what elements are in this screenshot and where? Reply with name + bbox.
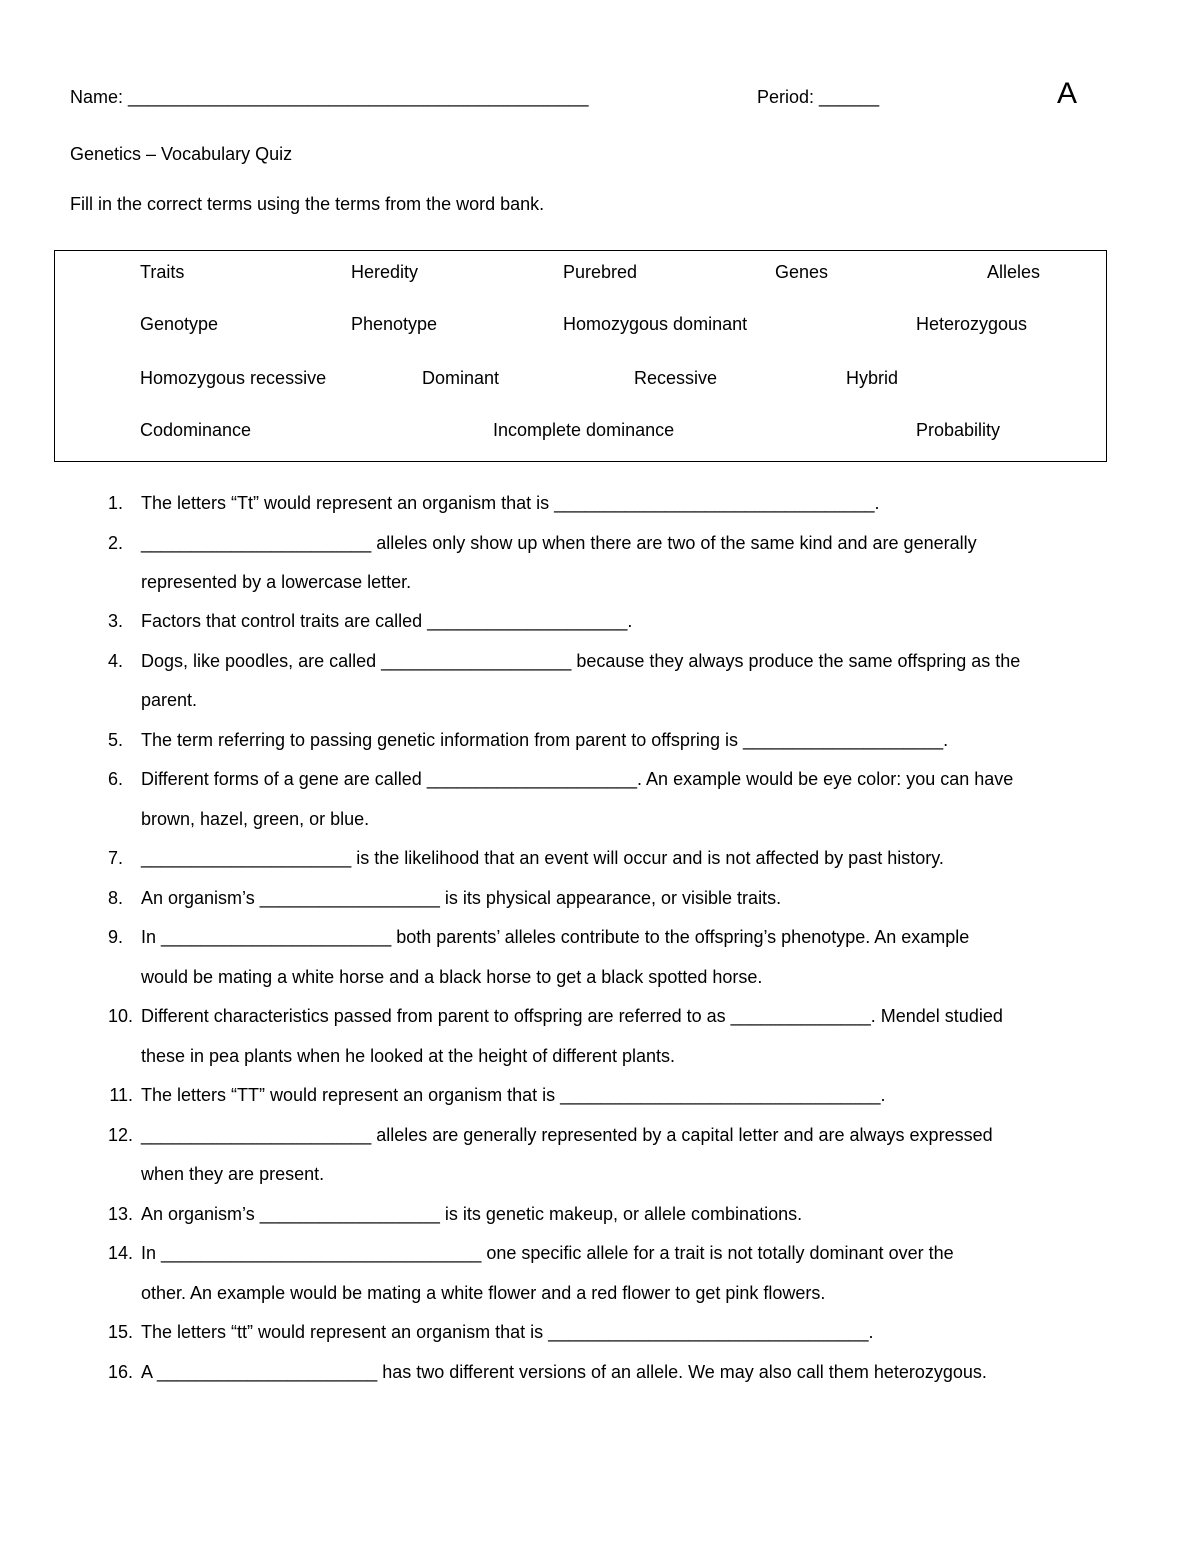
question-text[interactable]: A ______________________ has two different versions of an allele. We may also call them heterozygous. [141, 1362, 987, 1382]
question-number: 16. [107, 1362, 133, 1382]
word-bank-term: Genes [775, 262, 829, 282]
word-bank-term: Traits [140, 262, 185, 282]
question-number: 10. [107, 1006, 133, 1026]
question-text-continued: brown, hazel, green, or blue. [141, 809, 370, 829]
question-text[interactable]: In ________________________________ one specific allele for a trait is not totally dominant over the [141, 1243, 954, 1263]
word-bank-term: Heredity [351, 262, 419, 282]
question-text-continued: other. An example would be mating a white flower and a red flower to get pink flowers. [141, 1283, 826, 1303]
question-text[interactable]: Different forms of a gene are called _____________________. An example would be eye color: you can have [141, 769, 1014, 789]
question-text[interactable]: The term referring to passing genetic information from parent to offspring is ____________________. [141, 730, 949, 750]
question-text-continued: represented by a lowercase letter. [141, 572, 412, 592]
question-text[interactable]: _____________________ is the likelihood that an event will occur and is not affected by past history. [141, 848, 944, 868]
question-text[interactable]: An organism’s __________________ is its genetic makeup, or allele combinations. [141, 1204, 803, 1224]
question-text[interactable]: In _______________________ both parents’ alleles contribute to the offspring’s phenotype. An example [141, 927, 970, 947]
word-bank-term: Purebred [563, 262, 638, 282]
question-text[interactable]: _______________________ alleles only show up when there are two of the same kind and are generally [141, 533, 977, 553]
word-bank-row [55, 368, 1106, 392]
question-number: 12. [107, 1125, 133, 1145]
question-number: 14. [107, 1243, 133, 1263]
question-number: 3. [107, 611, 123, 631]
word-bank-row [55, 314, 1106, 338]
word-bank-term: Codominance [140, 420, 252, 440]
question-text[interactable]: The letters “tt” would represent an organism that is ________________________________. [141, 1322, 874, 1342]
question-number: 1. [107, 493, 123, 513]
question-number: 7. [107, 848, 123, 868]
question-text[interactable]: Factors that control traits are called ____________________. [141, 611, 633, 631]
name-field[interactable]: Name: ______________________________________________ [70, 87, 589, 107]
period-field[interactable]: Period: ______ [757, 87, 880, 107]
question-number: 4. [107, 651, 123, 671]
page-title: Genetics – Vocabulary Quiz [70, 144, 293, 164]
quiz-version: A [1057, 77, 1078, 110]
question-text[interactable]: An organism’s __________________ is its physical appearance, or visible traits. [141, 888, 782, 908]
word-bank-term: Homozygous recessive [140, 368, 327, 388]
word-bank-term: Phenotype [351, 314, 438, 334]
question-number: 13. [107, 1204, 133, 1224]
question-number: 5. [107, 730, 123, 750]
word-bank-row [55, 420, 1106, 444]
word-bank-term: Probability [916, 420, 1001, 440]
instructions: Fill in the correct terms using the terms from the word bank. [70, 194, 545, 214]
word-bank-term: Heterozygous [916, 314, 1028, 334]
question-text[interactable]: The letters “Tt” would represent an organism that is ________________________________. [141, 493, 880, 513]
question-number: 2. [107, 533, 123, 553]
question-text-continued: these in pea plants when he looked at the height of different plants. [141, 1046, 676, 1066]
question-number: 9. [107, 927, 123, 947]
question-text-continued: when they are present. [141, 1164, 325, 1184]
word-bank-term: Hybrid [846, 368, 899, 388]
word-bank-row [55, 262, 1106, 286]
word-bank-term: Dominant [422, 368, 500, 388]
word-bank-term: Alleles [987, 262, 1041, 282]
word-bank-term: Homozygous dominant [563, 314, 748, 334]
question-text-continued: parent. [141, 690, 198, 710]
question-text[interactable]: The letters “TT” would represent an organism that is ________________________________. [141, 1085, 886, 1105]
question-number: 8. [107, 888, 123, 908]
word-bank-term: Genotype [140, 314, 219, 334]
word-bank-term: Incomplete dominance [493, 420, 675, 440]
question-number: 15. [107, 1322, 133, 1342]
question-text-continued: would be mating a white horse and a black horse to get a black spotted horse. [141, 967, 763, 987]
question-number: 11. [109, 1085, 133, 1105]
word-bank [54, 250, 1107, 462]
word-bank-term: Recessive [634, 368, 718, 388]
question-text[interactable]: Dogs, like poodles, are called ___________________ because they always produce the same offspring as the [141, 651, 1021, 671]
question-text[interactable]: Different characteristics passed from parent to offspring are referred to as ______________. Mendel studied [141, 1006, 1003, 1026]
question-text[interactable]: _______________________ alleles are generally represented by a capital letter and are always expressed [141, 1125, 993, 1145]
question-number: 6. [107, 769, 123, 789]
